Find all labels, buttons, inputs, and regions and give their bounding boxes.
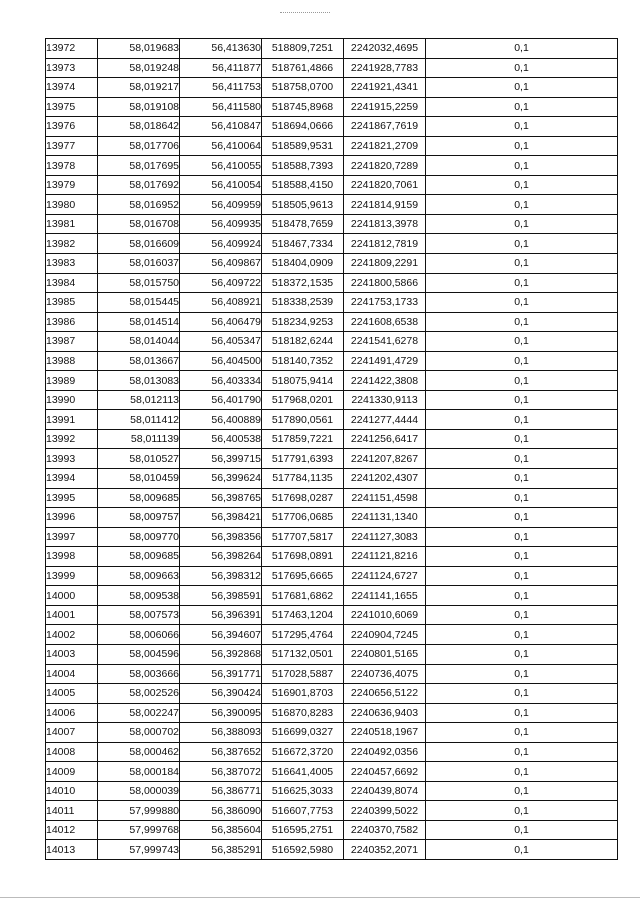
point-id-cell: 13991 <box>46 410 98 430</box>
accuracy-cell: 0,1 <box>426 801 618 821</box>
x-coordinate-cell: 518745,8968 <box>262 97 344 117</box>
x-coordinate-cell: 517791,6393 <box>262 449 344 469</box>
latitude-cell: 58,006066 <box>98 625 180 645</box>
longitude-cell: 56,385604 <box>180 820 262 840</box>
latitude-cell: 58,013083 <box>98 371 180 391</box>
table-row <box>46 547 618 567</box>
x-coordinate-cell: 516625,3033 <box>262 781 344 801</box>
y-coordinate-cell: 2241541,6278 <box>344 332 426 352</box>
point-id-cell: 14004 <box>46 664 98 684</box>
point-id-cell: 13972 <box>46 39 98 59</box>
x-coordinate-cell: 518761,4866 <box>262 58 344 78</box>
accuracy-cell: 0,1 <box>426 195 618 215</box>
y-coordinate-cell: 2240439,8074 <box>344 781 426 801</box>
point-id-cell: 13974 <box>46 78 98 98</box>
latitude-cell: 58,019248 <box>98 58 180 78</box>
y-coordinate-cell: 2241820,7061 <box>344 175 426 195</box>
point-id-cell: 14007 <box>46 723 98 743</box>
latitude-cell: 58,019108 <box>98 97 180 117</box>
point-id-cell: 13996 <box>46 508 98 528</box>
point-id-cell: 13981 <box>46 214 98 234</box>
x-coordinate-cell: 518140,7352 <box>262 351 344 371</box>
point-id-cell: 13976 <box>46 117 98 137</box>
longitude-cell: 56,408921 <box>180 293 262 313</box>
accuracy-cell: 0,1 <box>426 254 618 274</box>
longitude-cell: 56,398421 <box>180 508 262 528</box>
y-coordinate-cell: 2240656,5122 <box>344 684 426 704</box>
longitude-cell: 56,394607 <box>180 625 262 645</box>
table-row <box>46 566 618 586</box>
accuracy-cell: 0,1 <box>426 547 618 567</box>
y-coordinate-cell: 2240904,7245 <box>344 625 426 645</box>
point-id-cell: 14013 <box>46 840 98 860</box>
table-row <box>46 78 618 98</box>
y-coordinate-cell: 2241127,3083 <box>344 527 426 547</box>
y-coordinate-cell: 2241753,1733 <box>344 293 426 313</box>
accuracy-cell: 0,1 <box>426 449 618 469</box>
x-coordinate-cell: 518234,9253 <box>262 312 344 332</box>
x-coordinate-cell: 517028,5887 <box>262 664 344 684</box>
table-row <box>46 644 618 664</box>
table-row <box>46 742 618 762</box>
x-coordinate-cell: 516592,5980 <box>262 840 344 860</box>
latitude-cell: 58,017706 <box>98 136 180 156</box>
x-coordinate-cell: 516870,8283 <box>262 703 344 723</box>
point-id-cell: 13999 <box>46 566 98 586</box>
x-coordinate-cell: 517132,0501 <box>262 644 344 664</box>
y-coordinate-cell: 2240801,5165 <box>344 644 426 664</box>
table-row <box>46 684 618 704</box>
accuracy-cell: 0,1 <box>426 429 618 449</box>
x-coordinate-cell: 517698,0891 <box>262 547 344 567</box>
longitude-cell: 56,396391 <box>180 605 262 625</box>
point-id-cell: 13987 <box>46 332 98 352</box>
y-coordinate-cell: 2240457,6692 <box>344 762 426 782</box>
x-coordinate-cell: 517695,6665 <box>262 566 344 586</box>
table-row <box>46 254 618 274</box>
table-row <box>46 312 618 332</box>
x-coordinate-cell: 517968,0201 <box>262 390 344 410</box>
x-coordinate-cell: 518182,6244 <box>262 332 344 352</box>
longitude-cell: 56,409935 <box>180 214 262 234</box>
longitude-cell: 56,413630 <box>180 39 262 59</box>
latitude-cell: 58,009770 <box>98 527 180 547</box>
y-coordinate-cell: 2241809,2291 <box>344 254 426 274</box>
longitude-cell: 56,398765 <box>180 488 262 508</box>
table-row <box>46 410 618 430</box>
point-id-cell: 13982 <box>46 234 98 254</box>
longitude-cell: 56,410054 <box>180 175 262 195</box>
point-id-cell: 14000 <box>46 586 98 606</box>
latitude-cell: 58,010459 <box>98 469 180 489</box>
page-bottom-rule <box>0 897 640 898</box>
accuracy-cell: 0,1 <box>426 410 618 430</box>
y-coordinate-cell: 2241800,5866 <box>344 273 426 293</box>
table-row <box>46 801 618 821</box>
table-row <box>46 136 618 156</box>
accuracy-cell: 0,1 <box>426 390 618 410</box>
latitude-cell: 57,999880 <box>98 801 180 821</box>
y-coordinate-cell: 2241121,8216 <box>344 547 426 567</box>
point-id-cell: 13993 <box>46 449 98 469</box>
point-id-cell: 13994 <box>46 469 98 489</box>
x-coordinate-cell: 517681,6862 <box>262 586 344 606</box>
point-id-cell: 13988 <box>46 351 98 371</box>
table-row <box>46 723 618 743</box>
x-coordinate-cell: 518505,9613 <box>262 195 344 215</box>
longitude-cell: 56,386090 <box>180 801 262 821</box>
table-row <box>46 39 618 59</box>
longitude-cell: 56,404500 <box>180 351 262 371</box>
x-coordinate-cell: 518694,0666 <box>262 117 344 137</box>
latitude-cell: 58,003666 <box>98 664 180 684</box>
accuracy-cell: 0,1 <box>426 97 618 117</box>
accuracy-cell: 0,1 <box>426 312 618 332</box>
latitude-cell: 58,015445 <box>98 293 180 313</box>
x-coordinate-cell: 517859,7221 <box>262 429 344 449</box>
table-row <box>46 781 618 801</box>
point-id-cell: 14010 <box>46 781 98 801</box>
accuracy-cell: 0,1 <box>426 175 618 195</box>
table-row <box>46 429 618 449</box>
y-coordinate-cell: 2242032,4695 <box>344 39 426 59</box>
point-id-cell: 14005 <box>46 684 98 704</box>
longitude-cell: 56,387652 <box>180 742 262 762</box>
point-id-cell: 13980 <box>46 195 98 215</box>
longitude-cell: 56,401790 <box>180 390 262 410</box>
accuracy-cell: 0,1 <box>426 214 618 234</box>
longitude-cell: 56,398312 <box>180 566 262 586</box>
y-coordinate-cell: 2241151,4598 <box>344 488 426 508</box>
y-coordinate-cell: 2241928,7783 <box>344 58 426 78</box>
table-row <box>46 293 618 313</box>
x-coordinate-cell: 518075,9414 <box>262 371 344 391</box>
latitude-cell: 58,018642 <box>98 117 180 137</box>
accuracy-cell: 0,1 <box>426 371 618 391</box>
latitude-cell: 58,014044 <box>98 332 180 352</box>
latitude-cell: 58,000039 <box>98 781 180 801</box>
table-row <box>46 273 618 293</box>
latitude-cell: 58,011412 <box>98 410 180 430</box>
x-coordinate-cell: 518372,1535 <box>262 273 344 293</box>
latitude-cell: 58,009538 <box>98 586 180 606</box>
longitude-cell: 56,409924 <box>180 234 262 254</box>
table-row <box>46 117 618 137</box>
table-row <box>46 156 618 176</box>
y-coordinate-cell: 2240370,7582 <box>344 820 426 840</box>
accuracy-cell: 0,1 <box>426 78 618 98</box>
point-id-cell: 13986 <box>46 312 98 332</box>
y-coordinate-cell: 2241820,7289 <box>344 156 426 176</box>
accuracy-cell: 0,1 <box>426 742 618 762</box>
latitude-cell: 58,000702 <box>98 723 180 743</box>
y-coordinate-cell: 2241921,4341 <box>344 78 426 98</box>
latitude-cell: 57,999743 <box>98 840 180 860</box>
x-coordinate-cell: 517698,0287 <box>262 488 344 508</box>
x-coordinate-cell: 517890,0561 <box>262 410 344 430</box>
y-coordinate-cell: 2241256,6417 <box>344 429 426 449</box>
y-coordinate-cell: 2241915,2259 <box>344 97 426 117</box>
longitude-cell: 56,399624 <box>180 469 262 489</box>
table-row <box>46 58 618 78</box>
latitude-cell: 58,012113 <box>98 390 180 410</box>
longitude-cell: 56,410064 <box>180 136 262 156</box>
y-coordinate-cell: 2241124,6727 <box>344 566 426 586</box>
y-coordinate-cell: 2241277,4444 <box>344 410 426 430</box>
accuracy-cell: 0,1 <box>426 58 618 78</box>
longitude-cell: 56,409722 <box>180 273 262 293</box>
longitude-cell: 56,403334 <box>180 371 262 391</box>
y-coordinate-cell: 2241131,1340 <box>344 508 426 528</box>
x-coordinate-cell: 518338,2539 <box>262 293 344 313</box>
point-id-cell: 13998 <box>46 547 98 567</box>
accuracy-cell: 0,1 <box>426 332 618 352</box>
latitude-cell: 58,000462 <box>98 742 180 762</box>
point-id-cell: 13984 <box>46 273 98 293</box>
point-id-cell: 14006 <box>46 703 98 723</box>
table-row <box>46 449 618 469</box>
x-coordinate-cell: 516595,2751 <box>262 820 344 840</box>
point-id-cell: 14003 <box>46 644 98 664</box>
longitude-cell: 56,399715 <box>180 449 262 469</box>
table-row <box>46 586 618 606</box>
x-coordinate-cell: 516607,7753 <box>262 801 344 821</box>
table-row <box>46 332 618 352</box>
accuracy-cell: 0,1 <box>426 781 618 801</box>
point-id-cell: 14011 <box>46 801 98 821</box>
point-id-cell: 14008 <box>46 742 98 762</box>
longitude-cell: 56,398264 <box>180 547 262 567</box>
x-coordinate-cell: 516901,8703 <box>262 684 344 704</box>
longitude-cell: 56,388093 <box>180 723 262 743</box>
longitude-cell: 56,387072 <box>180 762 262 782</box>
x-coordinate-cell: 518588,4150 <box>262 175 344 195</box>
y-coordinate-cell: 2241202,4307 <box>344 469 426 489</box>
accuracy-cell: 0,1 <box>426 703 618 723</box>
accuracy-cell: 0,1 <box>426 664 618 684</box>
longitude-cell: 56,409867 <box>180 254 262 274</box>
x-coordinate-cell: 517706,0685 <box>262 508 344 528</box>
longitude-cell: 56,409959 <box>180 195 262 215</box>
latitude-cell: 58,011139 <box>98 429 180 449</box>
accuracy-cell: 0,1 <box>426 625 618 645</box>
longitude-cell: 56,390424 <box>180 684 262 704</box>
accuracy-cell: 0,1 <box>426 586 618 606</box>
latitude-cell: 58,009757 <box>98 508 180 528</box>
table-row <box>46 625 618 645</box>
x-coordinate-cell: 517463,1204 <box>262 605 344 625</box>
table-row <box>46 605 618 625</box>
latitude-cell: 58,009663 <box>98 566 180 586</box>
accuracy-cell: 0,1 <box>426 840 618 860</box>
latitude-cell: 58,019217 <box>98 78 180 98</box>
latitude-cell: 58,016952 <box>98 195 180 215</box>
accuracy-cell: 0,1 <box>426 234 618 254</box>
accuracy-cell: 0,1 <box>426 136 618 156</box>
longitude-cell: 56,405347 <box>180 332 262 352</box>
latitude-cell: 58,019683 <box>98 39 180 59</box>
longitude-cell: 56,386771 <box>180 781 262 801</box>
y-coordinate-cell: 2241207,8267 <box>344 449 426 469</box>
latitude-cell: 58,016708 <box>98 214 180 234</box>
y-coordinate-cell: 2241812,7819 <box>344 234 426 254</box>
y-coordinate-cell: 2241814,9159 <box>344 195 426 215</box>
latitude-cell: 57,999768 <box>98 820 180 840</box>
longitude-cell: 56,398356 <box>180 527 262 547</box>
point-id-cell: 13985 <box>46 293 98 313</box>
point-id-cell: 13975 <box>46 97 98 117</box>
x-coordinate-cell: 517707,5817 <box>262 527 344 547</box>
point-id-cell: 13989 <box>46 371 98 391</box>
table-row <box>46 840 618 860</box>
accuracy-cell: 0,1 <box>426 566 618 586</box>
longitude-cell: 56,406479 <box>180 312 262 332</box>
y-coordinate-cell: 2241330,9113 <box>344 390 426 410</box>
latitude-cell: 58,009685 <box>98 488 180 508</box>
table-row <box>46 195 618 215</box>
latitude-cell: 58,002247 <box>98 703 180 723</box>
y-coordinate-cell: 2240636,9403 <box>344 703 426 723</box>
x-coordinate-cell: 518809,7251 <box>262 39 344 59</box>
latitude-cell: 58,014514 <box>98 312 180 332</box>
y-coordinate-cell: 2240492,0356 <box>344 742 426 762</box>
point-id-cell: 13997 <box>46 527 98 547</box>
latitude-cell: 58,015750 <box>98 273 180 293</box>
x-coordinate-cell: 518404,0909 <box>262 254 344 274</box>
point-id-cell: 13977 <box>46 136 98 156</box>
point-id-cell: 14002 <box>46 625 98 645</box>
longitude-cell: 56,398591 <box>180 586 262 606</box>
table-row <box>46 351 618 371</box>
point-id-cell: 14001 <box>46 605 98 625</box>
y-coordinate-cell: 2241813,3978 <box>344 214 426 234</box>
table-row <box>46 508 618 528</box>
x-coordinate-cell: 517784,1135 <box>262 469 344 489</box>
longitude-cell: 56,400538 <box>180 429 262 449</box>
longitude-cell: 56,411877 <box>180 58 262 78</box>
point-id-cell: 13995 <box>46 488 98 508</box>
accuracy-cell: 0,1 <box>426 508 618 528</box>
longitude-cell: 56,400889 <box>180 410 262 430</box>
latitude-cell: 58,013667 <box>98 351 180 371</box>
table-row <box>46 488 618 508</box>
accuracy-cell: 0,1 <box>426 488 618 508</box>
y-coordinate-cell: 2241821,2709 <box>344 136 426 156</box>
latitude-cell: 58,000184 <box>98 762 180 782</box>
coordinates-table <box>45 38 618 860</box>
y-coordinate-cell: 2240399,5022 <box>344 801 426 821</box>
x-coordinate-cell: 516699,0327 <box>262 723 344 743</box>
latitude-cell: 58,002526 <box>98 684 180 704</box>
accuracy-cell: 0,1 <box>426 469 618 489</box>
table-row <box>46 469 618 489</box>
point-id-cell: 14009 <box>46 762 98 782</box>
point-id-cell: 13992 <box>46 429 98 449</box>
accuracy-cell: 0,1 <box>426 117 618 137</box>
x-coordinate-cell: 518589,9531 <box>262 136 344 156</box>
table-row <box>46 664 618 684</box>
x-coordinate-cell: 518588,7393 <box>262 156 344 176</box>
latitude-cell: 58,010527 <box>98 449 180 469</box>
accuracy-cell: 0,1 <box>426 820 618 840</box>
y-coordinate-cell: 2241491,4729 <box>344 351 426 371</box>
accuracy-cell: 0,1 <box>426 273 618 293</box>
y-coordinate-cell: 2241422,3808 <box>344 371 426 391</box>
y-coordinate-cell: 2241867,7619 <box>344 117 426 137</box>
accuracy-cell: 0,1 <box>426 527 618 547</box>
accuracy-cell: 0,1 <box>426 684 618 704</box>
accuracy-cell: 0,1 <box>426 293 618 313</box>
accuracy-cell: 0,1 <box>426 351 618 371</box>
table-row <box>46 371 618 391</box>
table-row <box>46 762 618 782</box>
accuracy-cell: 0,1 <box>426 605 618 625</box>
y-coordinate-cell: 2240352,2071 <box>344 840 426 860</box>
y-coordinate-cell: 2240518,1967 <box>344 723 426 743</box>
latitude-cell: 58,017692 <box>98 175 180 195</box>
y-coordinate-cell: 2241010,6069 <box>344 605 426 625</box>
point-id-cell: 14012 <box>46 820 98 840</box>
accuracy-cell: 0,1 <box>426 723 618 743</box>
point-id-cell: 13990 <box>46 390 98 410</box>
longitude-cell: 56,392868 <box>180 644 262 664</box>
table-row <box>46 175 618 195</box>
latitude-cell: 58,016609 <box>98 234 180 254</box>
accuracy-cell: 0,1 <box>426 39 618 59</box>
longitude-cell: 56,410055 <box>180 156 262 176</box>
y-coordinate-cell: 2241141,1655 <box>344 586 426 606</box>
longitude-cell: 56,385291 <box>180 840 262 860</box>
x-coordinate-cell: 516672,3720 <box>262 742 344 762</box>
table-row <box>46 97 618 117</box>
table-row <box>46 703 618 723</box>
longitude-cell: 56,391771 <box>180 664 262 684</box>
accuracy-cell: 0,1 <box>426 156 618 176</box>
x-coordinate-cell: 516641,4005 <box>262 762 344 782</box>
table-row <box>46 390 618 410</box>
point-id-cell: 13978 <box>46 156 98 176</box>
point-id-cell: 13983 <box>46 254 98 274</box>
accuracy-cell: 0,1 <box>426 762 618 782</box>
x-coordinate-cell: 517295,4764 <box>262 625 344 645</box>
longitude-cell: 56,390095 <box>180 703 262 723</box>
point-id-cell: 13979 <box>46 175 98 195</box>
latitude-cell: 58,016037 <box>98 254 180 274</box>
table-row <box>46 234 618 254</box>
table-row <box>46 214 618 234</box>
accuracy-cell: 0,1 <box>426 644 618 664</box>
table-row <box>46 820 618 840</box>
latitude-cell: 58,017695 <box>98 156 180 176</box>
y-coordinate-cell: 2241608,6538 <box>344 312 426 332</box>
longitude-cell: 56,411580 <box>180 97 262 117</box>
longitude-cell: 56,410847 <box>180 117 262 137</box>
x-coordinate-cell: 518467,7334 <box>262 234 344 254</box>
latitude-cell: 58,009685 <box>98 547 180 567</box>
longitude-cell: 56,411753 <box>180 78 262 98</box>
latitude-cell: 58,004596 <box>98 644 180 664</box>
table-row <box>46 527 618 547</box>
x-coordinate-cell: 518478,7659 <box>262 214 344 234</box>
x-coordinate-cell: 518758,0700 <box>262 78 344 98</box>
point-id-cell: 13973 <box>46 58 98 78</box>
scan-mark <box>280 12 330 13</box>
latitude-cell: 58,007573 <box>98 605 180 625</box>
y-coordinate-cell: 2240736,4075 <box>344 664 426 684</box>
